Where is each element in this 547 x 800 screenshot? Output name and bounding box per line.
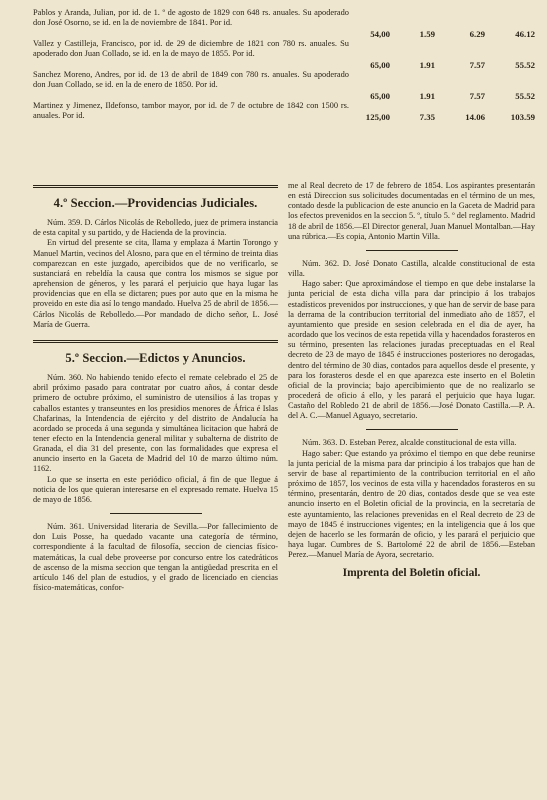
value: 65,00 xyxy=(370,59,390,70)
notice-361-continued: me al Real decreto de 17 de febrero de 1854. Los aspirantes presentarán en está Direccion sus solicitudes documentadas en el término de un mes, contado desde la publicacion de este anuncio en la Gaceta de Madrid para los efectos prevenidos en la seccion 5. º, título 5. º del reglamento. Madrid 18 de abril de 1856.—El Director general, Juan Manuel Montalban.—Hay una rúbrica.—Es copia, Antonio Martin Villa. xyxy=(288,181,535,241)
value: 54,00 xyxy=(370,28,390,39)
notice-362-title: Núm. 362. D. José Donato Castilla, alcalde constitucional de esta villa. xyxy=(288,258,535,279)
value: 1.91 xyxy=(419,90,435,101)
value: 55.52 xyxy=(515,59,535,70)
separator-line xyxy=(110,513,202,514)
notice-363-body: Hago saber: Que estando ya próximo el tiempo en que debe reunirse la junta pericial de la misma para dar principio á los trabajos que han de servir de base al repartimiento de la contribucion territorial en el año próximo de 1857, los vecinos de esta villa y hacendados forasteros en su término, presentarán, dentro de 20 dias, contados desde que se vea este anuncio inserto en el Boletin oficial de la provincia, en la secretaría de este ayuntamiento, las relaciones prevenidas en el Real decreto de 23 de mayo de 1845 é instrucciones vigentes; en la inteligencia que á los que dejen de hacerlo se les formarán de oficio, y les parará el perjuicio que haya lugar. Cumbres de S. Bartolomé 22 de abril de 1856.—Esteban Perez.—Manuel María de Ayora, secretario. xyxy=(288,448,535,560)
value: 125,00 xyxy=(365,111,390,122)
section-rule xyxy=(33,185,278,188)
pension-list xyxy=(33,8,535,122)
value: 46.12 xyxy=(515,28,535,39)
notice-363-title: Núm. 363. D. Esteban Perez, alcalde constitucional de esta villa. xyxy=(302,438,517,448)
printer-footer: Imprenta del Boletin oficial. xyxy=(342,567,481,580)
notice-360-footer: Lo que se inserta en este periódico oficial, á fin de que llegue á noticia de los que quieran interesarse en el expresado remate. Huelva 15 de mayo de 1856. xyxy=(33,474,278,504)
pension-text: Pablos y Aranda, Julian, por id. de 1. º de agosto de 1829 con 648 rs. anuales. Su apoderado don José Osorno, se id. en la de noviembre de 1841. Por id. xyxy=(33,8,349,28)
pension-text: Martinez y Jimenez, Ildefonso, tambor mayor, por id. de 7 de octubre de 1842 con 1500 rs. anuales. Por id. xyxy=(33,101,349,121)
notice-360-body: Núm. 360. No habiendo tenido efecto el remate celebrado el 25 de abril próximo pasado para contratar por cuatro años, á contar desde primero de octubre próximo, el suministro de utensilios á las tropas y caballos estantes y transeuntes en los presidios menores de África é Islas Chafarinas, la Intendencia de ejército y del distrito de Andalucía ha acordado se proceda á una segunda y simultánea licitacion que habrá de tener efecto en la Intendencia general militar y subalterna de distrito de Granada, el dia 31 del presente, con las formalidades que expresa el anuncio inserto en la Gaceta de Madrid del 10 de marzo último núm. 1162. xyxy=(33,373,278,474)
separator-line xyxy=(366,250,458,251)
value: 7.57 xyxy=(469,90,485,101)
pension-entry xyxy=(33,101,535,122)
pension-values xyxy=(340,29,535,39)
value: 6.29 xyxy=(469,28,485,39)
notice-359-title: Núm. 359. D. Cárlos Nicolás de Rebolledo, juez de primera instancia de esta capital y su partido, y de Hacienda de la provincia. xyxy=(33,218,278,238)
value: 7.35 xyxy=(419,111,435,122)
pension-text: Vallez y Castilleja, Francisco, por id. de 29 de diciembre de 1821 con 780 rs. anuales. Su apoderado don Juan Collado, se id. en la de mayo de 1855. Por id. xyxy=(33,39,349,59)
pension-values xyxy=(340,60,535,70)
right-column xyxy=(288,181,535,578)
separator-line xyxy=(366,429,458,430)
section-4-heading: 4.º Seccion.—Providencias Judiciales. xyxy=(53,196,258,210)
pension-values xyxy=(340,91,535,101)
pension-entry xyxy=(33,39,535,70)
section-5-heading: 5.º Seccion.—Edictos y Anuncios. xyxy=(65,350,246,365)
value: 65,00 xyxy=(370,90,390,101)
pension-values xyxy=(340,112,535,122)
value: 14.06 xyxy=(465,111,485,122)
value: 1.59 xyxy=(419,28,435,39)
value: 1.91 xyxy=(419,59,435,70)
notice-361-body: Núm. 361. Universidad literaria de Sevilla.—Por fallecimiento de don Luis Posse, ha quedado vacante una categoría de término, correspondiente á la facultad de filosofía, seccion de ciencias físico-matemáticas, la cual debe proveerse por concurso entre los catedráticos de ascenso de la misma seccion que tengan la antigüedad prescrita en el artículo 146 del plan de estudios, y el grado de licenciado en ciencias físico-matemáticas, confor- xyxy=(33,522,278,592)
pension-entry xyxy=(33,8,535,39)
value: 103.59 xyxy=(510,111,535,122)
section-rule xyxy=(33,340,278,343)
pension-text: Sanchez Moreno, Andres, por id. de 13 de abril de 1849 con 780 rs. anuales. Su apoderado don Juan Collado, se id. en la de enero de 1850. Por id. xyxy=(33,70,349,90)
notice-362-body: Hago saber: Que aproximándose el tiempo en que debe instalarse la junta pericial de esta dicha villa para dar principio á los trabajos estadísticos prevenidos por instrucciones, y que han de servir de base para la derrama de la contribucion territorial del inmediato año de 1857, el ayuntamiento que preside en sesion celebrada en el dia de ayer, ha acordado que los vecinos de esta repetida villa y hacendados forasteros en su término, presenten las relaciones juradas preceptuadas en el Real decreto de 23 de mayo de 1845 é instrucciones posteriores no derogadas, dentro del término de 30 dias, contados para aquellos desde el presente, y para los forasteros desde el en que aparezca este inserto en el Boletin oficial de la provincia; bajo apercibimiento que de no realizarlo se procederá de oficio á ello, y les parará el perjuicio que haya lugar. Castaño del Robledo 21 de abril de 1856.—José Donato Castilla.—P. A. del A. C.—Manuel Aguayo, secretario. xyxy=(288,279,535,421)
pension-entry xyxy=(33,70,535,101)
value: 55.52 xyxy=(515,90,535,101)
left-column xyxy=(33,185,278,593)
value: 7.57 xyxy=(469,59,485,70)
notice-359-body: En virtud del presente se cita, llama y emplaza á Martin Torongo y Manuel Martin, vecinos del Alosno, para que en el término de treinta dias comparezcan en este juzgado, apercibidos que de no verificarlo, se sustanciará en rebeldía la causa que contra los mismos se sigue por aprehension de géneros, y les parará el perjuicio que haya lugar las providencias que en ella se dictaren; pues por auto que en la misma he proveido en este dia así lo tengo mandado. Huelva 25 de abril de 1856.—Cárlos Nicolás de Rebolledo.—Por mandado de dicho señor, L. José María de Guerra. xyxy=(33,238,278,329)
